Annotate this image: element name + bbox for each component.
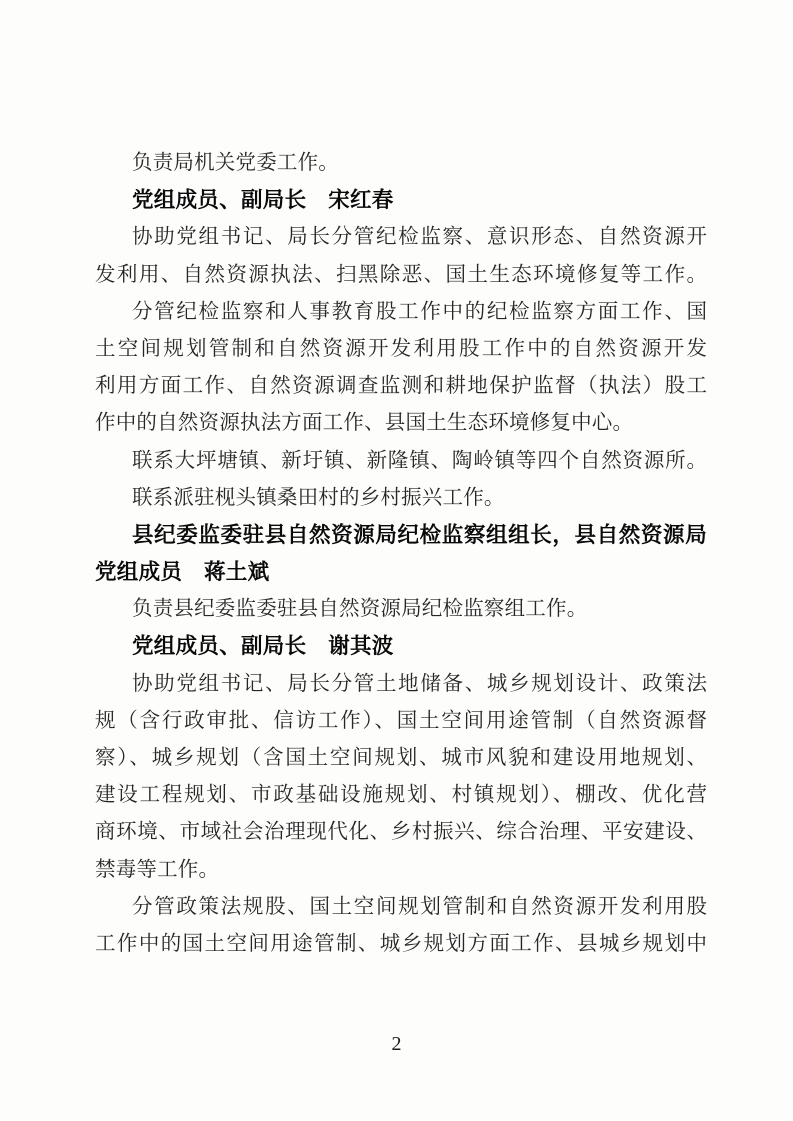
document-line: 县纪委监委驻县自然资源局纪检监察组组长，县自然资源局 — [132, 522, 707, 547]
document-line: 作中的自然资源执法方面工作、县国土生态环境修复中心。 — [95, 412, 634, 435]
document-line: 协助党组书记、局长分管土地储备、城乡规划设计、政策法 — [132, 672, 707, 695]
document-line: 商环境、市域社会治理现代化、乡村振兴、综合治理、平安建设、 — [95, 821, 707, 844]
document-line: 规（含行政审批、信访工作）、国土空间用途管制（自然资源督 — [95, 709, 707, 732]
document-line: 协助党组书记、局长分管纪检监察、意识形态、自然资源开 — [132, 226, 707, 249]
document-line: 土空间规划管制和自然资源开发利用股工作中的自然资源开发 — [95, 337, 707, 360]
document-line: 负责县纪委监委驻县自然资源局纪检监察组工作。 — [132, 598, 588, 621]
document-line: 党组成员 蒋土斌 — [95, 560, 270, 585]
document-line: 联系大坪塘镇、新圩镇、新隆镇、陶岭镇等四个自然资源所。 — [132, 449, 707, 472]
document-line: 发利用、自然资源执法、扫黑除恶、国土生态环境修复等工作。 — [95, 263, 707, 286]
document-line: 负责局机关党委工作。 — [132, 152, 339, 174]
document-line: 利用方面工作、自然资源调查监测和耕地保护监督（执法）股工 — [95, 375, 707, 398]
document-line: 党组成员、副局长 谢其波 — [132, 634, 394, 659]
document-line: 联系派驻枧头镇桑田村的乡村振兴工作。 — [132, 486, 505, 509]
page-number: 2 — [391, 1033, 402, 1055]
document-line: 察）、城乡规划（含国土空间规划、城市风貌和建设用地规划、 — [95, 747, 707, 769]
text-block — [95, 145, 707, 963]
document-line: 工作中的国土空间用途管制、城乡规划方面工作、县城乡规划中 — [95, 932, 707, 955]
document-line: 党组成员、副局长 宋红春 — [132, 188, 394, 213]
document-line: 禁毒等工作。 — [95, 858, 220, 881]
page-footer — [0, 1031, 793, 1057]
document-line: 建设工程规划、市政基础设施规划、村镇规划）、棚改、优化营 — [95, 784, 707, 807]
document-line: 分管纪检监察和人事教育股工作中的纪检监察方面工作、国 — [132, 300, 707, 323]
document-line: 分管政策法规股、国土空间规划管制和自然资源开发利用股 — [132, 895, 707, 918]
